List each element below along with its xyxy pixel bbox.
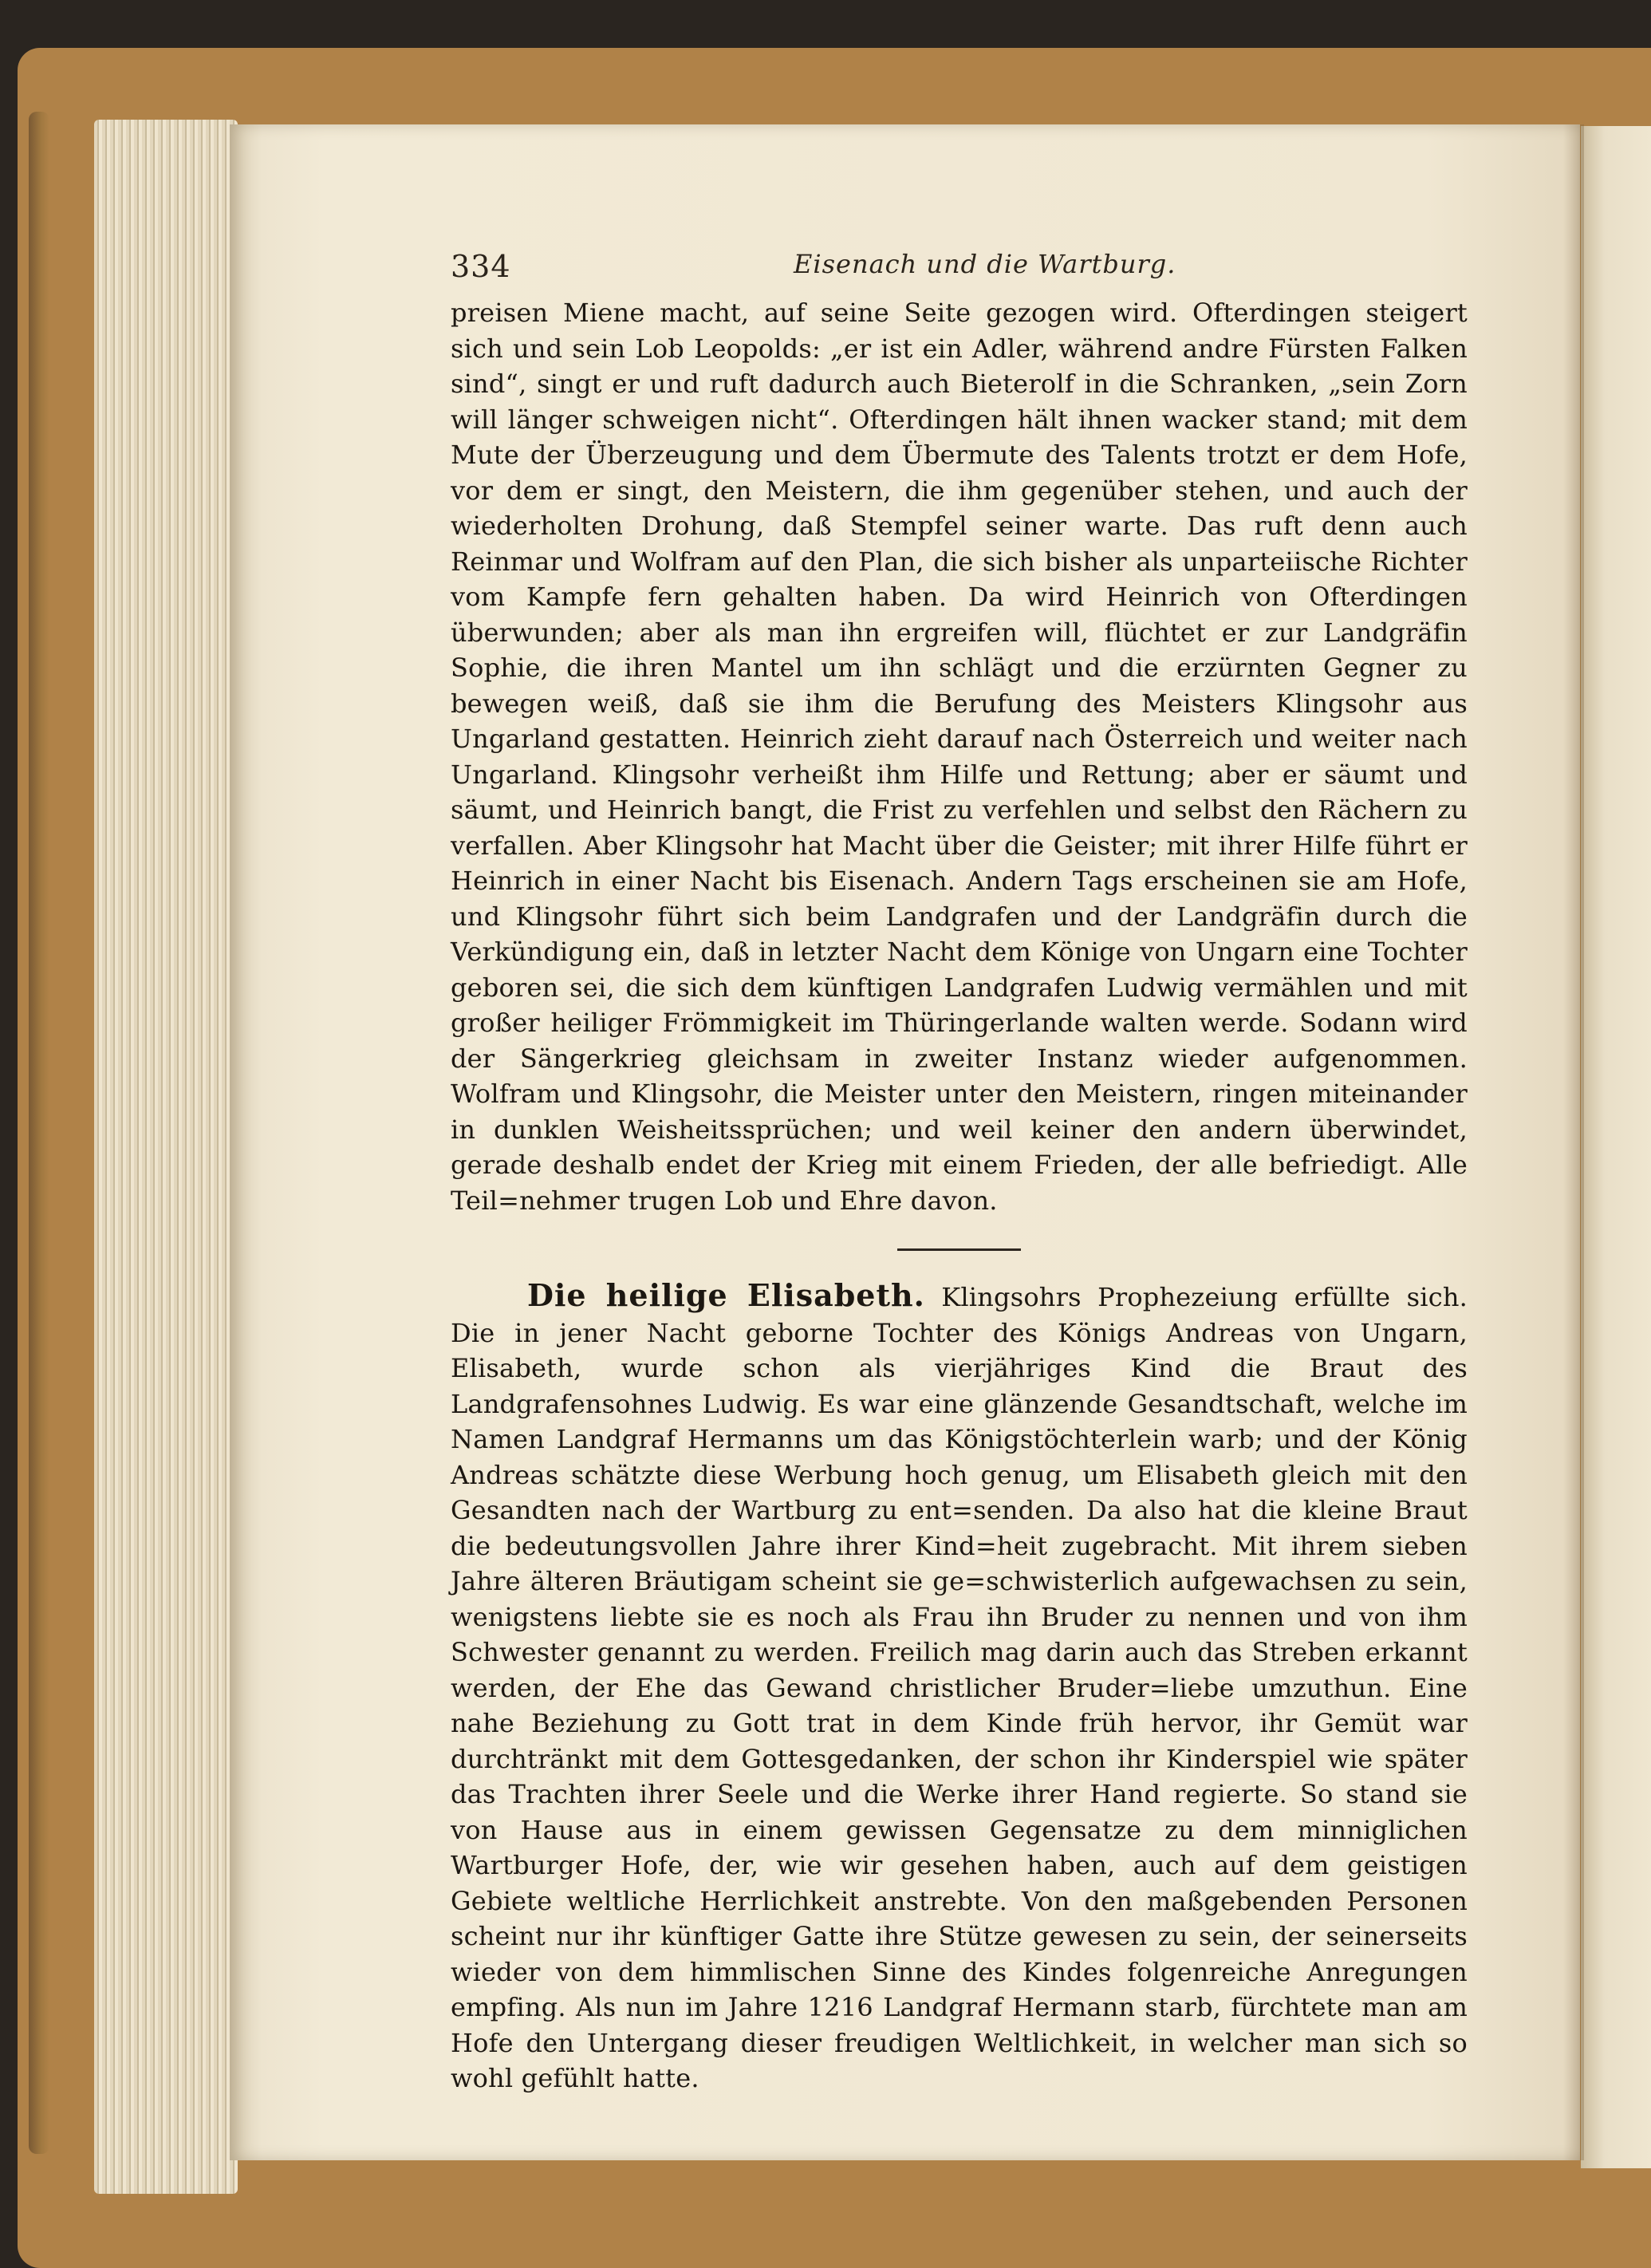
page-edges (94, 120, 238, 2194)
running-head (451, 239, 1468, 287)
section-heading: Die heilige Elisabeth. (527, 1277, 925, 1313)
cover-hinge (29, 112, 49, 2154)
gutter-shadow (1563, 124, 1584, 2160)
section-divider (897, 1248, 1021, 1251)
page-number: 334 (451, 249, 511, 284)
page-content (451, 239, 1468, 2096)
paragraph-1: preisen Miene macht, auf seine Seite gezogen wird. Ofterdingen steigert sich und sein Lob Leopolds: „er ist ein Adler, während andre Fürsten Falken sind“, singt er und ruft dadurch auch Bieterolf in die Schranken, „sein Zorn will länger schweigen nicht“. Ofterdingen hält ihnen wacker stand; mit dem Mute der Überzeugung und dem Übermute des Talents trotzt er dem Hofe, vor dem er singt, den Meistern, die ihm gegenüber stehen, und auch der wiederholten Drohung, daß Stempfel seiner warte. Das ruft denn auch Reinmar und Wolfram auf den Plan, die sich bisher als unparteiische Richter vom Kampfe fern gehalten haben. Da wird Heinrich von Ofterdingen überwunden; aber als man ihn ergreifen will, flüchtet er zur Landgräfin Sophie, die ihren Mantel um ihn schlägt und die erzürnten Gegner zu bewegen weiß, daß sie ihm die Berufung des Meisters Klingsohr aus Ungarland gestatten. Heinrich zieht darauf nach Österreich und weiter nach Ungarland. Klingsohr verheißt ihm Hilfe und Rettung; aber er säumt und säumt, und Heinrich bangt, die Frist zu verfehlen und selbst den Rächern zu verfallen. Aber Klingsohr hat Macht über die Geister; mit ihrer Hilfe führt er Heinrich in einer Nacht bis Eisenach. Andern Tags erscheinen sie am Hofe, und Klingsohr führt sich beim Landgrafen und der Landgräfin durch die Verkündigung ein, daß in letzter Nacht dem Könige von Ungarn eine Tochter geboren sei, die sich dem künftigen Landgrafen Ludwig vermählen und mit großer heiliger Frömmigkeit im Thüringerlande walten werde. Sodann wird der Sängerkrieg gleichsam in zweiter Instanz wieder aufgenommen. Wolfram und Klingsohr, die Meister unter den Meistern, ringen miteinander in dunklen Weisheitssprüchen; und weil keiner den andern überwindet, gerade deshalb endet der Krieg mit einem Frieden, der alle befriedigt. Alle Teil=nehmer trugen Lob und Ehre davon. (451, 298, 1468, 1216)
running-title: Eisenach und die Wartburg. (794, 249, 1176, 279)
facing-page-edge (1581, 126, 1651, 2168)
paragraph-2 (451, 1278, 1468, 2096)
paragraph-2-text: Klingsohrs Prophezeiung erfüllte sich. Die in jener Nacht geborne Tochter des Königs Andreas von Ungarn, Elisabeth, wurde schon als vierjähriges Kind die Braut des Landgrafensohnes Ludwig. Es war eine glänzende Gesandtschaft, welche im Namen Landgraf Hermanns um das Königstöchterlein warb; und der König Andreas schätzte diese Werbung hoch genug, um Elisabeth gleich mit den Gesandten nach der Wartburg zu ent=senden. Da also hat die kleine Braut die bedeutungsvollen Jahre ihrer Kind=heit zugebracht. Mit ihrem sieben Jahre älteren Bräutigam scheint sie ge=schwisterlich aufgewachsen zu sein, wenigstens liebte sie es noch als Frau ihn Bruder zu nennen und von ihm Schwester genannt zu werden. Freilich mag darin auch das Streben erkannt werden, der Ehe das Gewand christlicher Bruder=liebe umzuthun. Eine nahe Beziehung zu Gott trat in dem Kinde früh hervor, ihr Gemüt war durchtränkt mit dem Gottesgedanken, der schon ihr Kinderspiel wie später das Trachten ihrer Seele und die Werke ihrer Hand regierte. So stand sie von Hause aus in einem gewissen Gegensatze zu dem minniglichen Wartburger Hofe, der, wie wir gesehen haben, auch auf dem geistigen Gebiete weltliche Herrlichkeit anstrebte. Von den maßgebenden Personen scheint nur ihr künftiger Gatte ihre Stütze gewesen zu sein, der seinerseits wieder von dem himmlischen Sinne des Kindes folgenreiche Anregungen empfing. Als nun im Jahre 1216 Landgraf Hermann starb, fürchtete man am Hofe den Untergang dieser freudigen Weltlichkeit, in welcher man sich so wohl gefühlt hatte. (451, 1282, 1468, 2093)
